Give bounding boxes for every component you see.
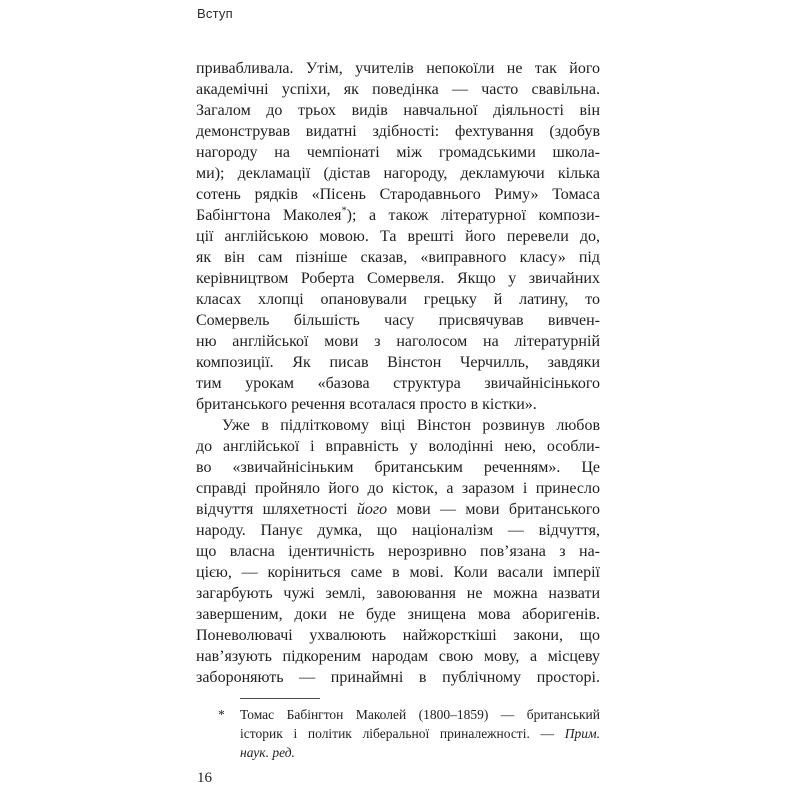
text-segment: класах хлопці опановували грецьку й латину, то <box>196 291 600 308</box>
text-segment: наук. ред. <box>240 745 295 760</box>
text-line <box>196 646 600 667</box>
text-segment: завершеним, доки не буде знищена мова аборигенів. <box>196 606 600 623</box>
text-line <box>196 583 600 604</box>
text-segment: сотень рядків «Пісень Стародавнього Риму» Томаса <box>196 186 600 203</box>
text-segment: тим урокам «базова структура звичайнісінького <box>196 375 600 392</box>
text-line <box>196 205 600 226</box>
text-segment: во «звичайнісіньким британським реченням». Це <box>196 459 600 476</box>
text-line <box>196 247 600 268</box>
text-segment: народу. Панує думка, що націоналізм — відчуття, <box>196 522 600 539</box>
text-line <box>196 562 600 583</box>
text-line <box>196 667 600 688</box>
text-segment: забороняють — принаймні в публічному просторі. <box>196 669 600 686</box>
text-line <box>196 352 600 373</box>
text-segment: цією, — коріниться саме в мові. Коли васали імперії <box>196 564 600 581</box>
text-segment: Томас Бабінгтон Маколей (1800–1859) — британський <box>240 707 600 722</box>
paragraph <box>196 415 600 688</box>
text-line <box>196 415 600 436</box>
footnote-content <box>218 705 600 762</box>
footnote <box>218 698 600 762</box>
text-segment: справді пройняло його до кісток, а заразом і принесло <box>196 480 600 497</box>
text-line <box>240 724 600 743</box>
text-segment: нав’язують підкореним народам свою мову, а місцеву <box>196 648 600 665</box>
text-line <box>196 121 600 142</box>
text-segment: як він сам пізніше сказав, «виправного класу» під <box>196 249 600 266</box>
text-segment: композиції. Як писав Вінстон Черчилль, завдяки <box>196 354 600 371</box>
text-segment: нагороду на чемпіонаті між громадськими школа- <box>196 144 600 161</box>
text-segment: Сомервель більшість часу присвячував вивчен- <box>196 312 600 329</box>
page-number: 16 <box>197 770 212 786</box>
text-line <box>196 79 600 100</box>
text-line <box>196 58 600 79</box>
text-segment: привабливала. Утім, учителів непокоїли не так його <box>196 60 600 77</box>
text-segment: Бабінгтона Маколея <box>196 207 342 224</box>
text-segment: Прим. <box>564 726 600 741</box>
text-line <box>196 373 600 394</box>
text-line <box>196 331 600 352</box>
text-line <box>196 184 600 205</box>
text-segment: Уже в підлітковому віці Вінстон розвинув любов <box>222 417 600 434</box>
text-segment: історик і політик ліберальної приналежності. — <box>240 726 565 741</box>
text-line <box>196 268 600 289</box>
text-segment: загарбують чужі землі, завоювання не можна назвати <box>196 585 600 602</box>
footnote-marker: * <box>218 707 225 722</box>
text-line <box>196 604 600 625</box>
text-line <box>196 394 600 415</box>
footnote-divider <box>240 698 320 699</box>
body-text <box>196 58 600 688</box>
text-segment: що власна ідентичність нерозривно пов’язана з на- <box>196 543 600 560</box>
text-segment: ції англійською мовою. Та врешті його перевели до, <box>196 228 600 245</box>
text-segment: ню англійської мови з наголосом на літературній <box>196 333 600 350</box>
text-line <box>196 142 600 163</box>
text-line <box>196 100 600 121</box>
text-segment: мови — мови британського <box>387 501 600 518</box>
text-line <box>196 457 600 478</box>
text-line <box>240 743 600 762</box>
text-line <box>196 436 600 457</box>
text-line <box>196 625 600 646</box>
text-segment: британського речення всоталася просто в кістки». <box>196 396 537 413</box>
text-segment: ми); декламації (дістав нагороду, декламуючи кілька <box>196 165 600 182</box>
footnote-reference-asterisk: * <box>341 205 347 217</box>
text-segment: його <box>356 501 388 518</box>
text-segment: керівництвом Роберта Сомервеля. Якщо у звичайних <box>196 270 600 287</box>
text-segment: Загалом до трьох видів навчальної діяльності він <box>196 102 600 119</box>
text-line <box>196 478 600 499</box>
text-line <box>196 499 600 520</box>
running-header: Вступ <box>197 6 233 21</box>
text-line <box>196 289 600 310</box>
text-line <box>196 520 600 541</box>
text-line <box>196 226 600 247</box>
text-line <box>196 163 600 184</box>
footnote-text <box>240 705 600 762</box>
text-line <box>196 310 600 331</box>
text-segment: до англійської і вправність у володінні нею, особли- <box>196 438 600 455</box>
text-segment: відчуття шляхетності <box>196 501 357 518</box>
text-segment: академічні успіхи, як поведінка — часто свавільна. <box>196 81 600 98</box>
text-segment: Поневолювачі ухвалюють найжорсткіші закони, що <box>196 627 600 644</box>
text-line <box>196 541 600 562</box>
text-line <box>240 705 600 724</box>
text-segment: демонстрував видатні здібності: фехтування (здобув <box>196 123 600 140</box>
paragraph <box>196 58 600 415</box>
text-segment: ); а також літературної компози- <box>346 207 600 224</box>
